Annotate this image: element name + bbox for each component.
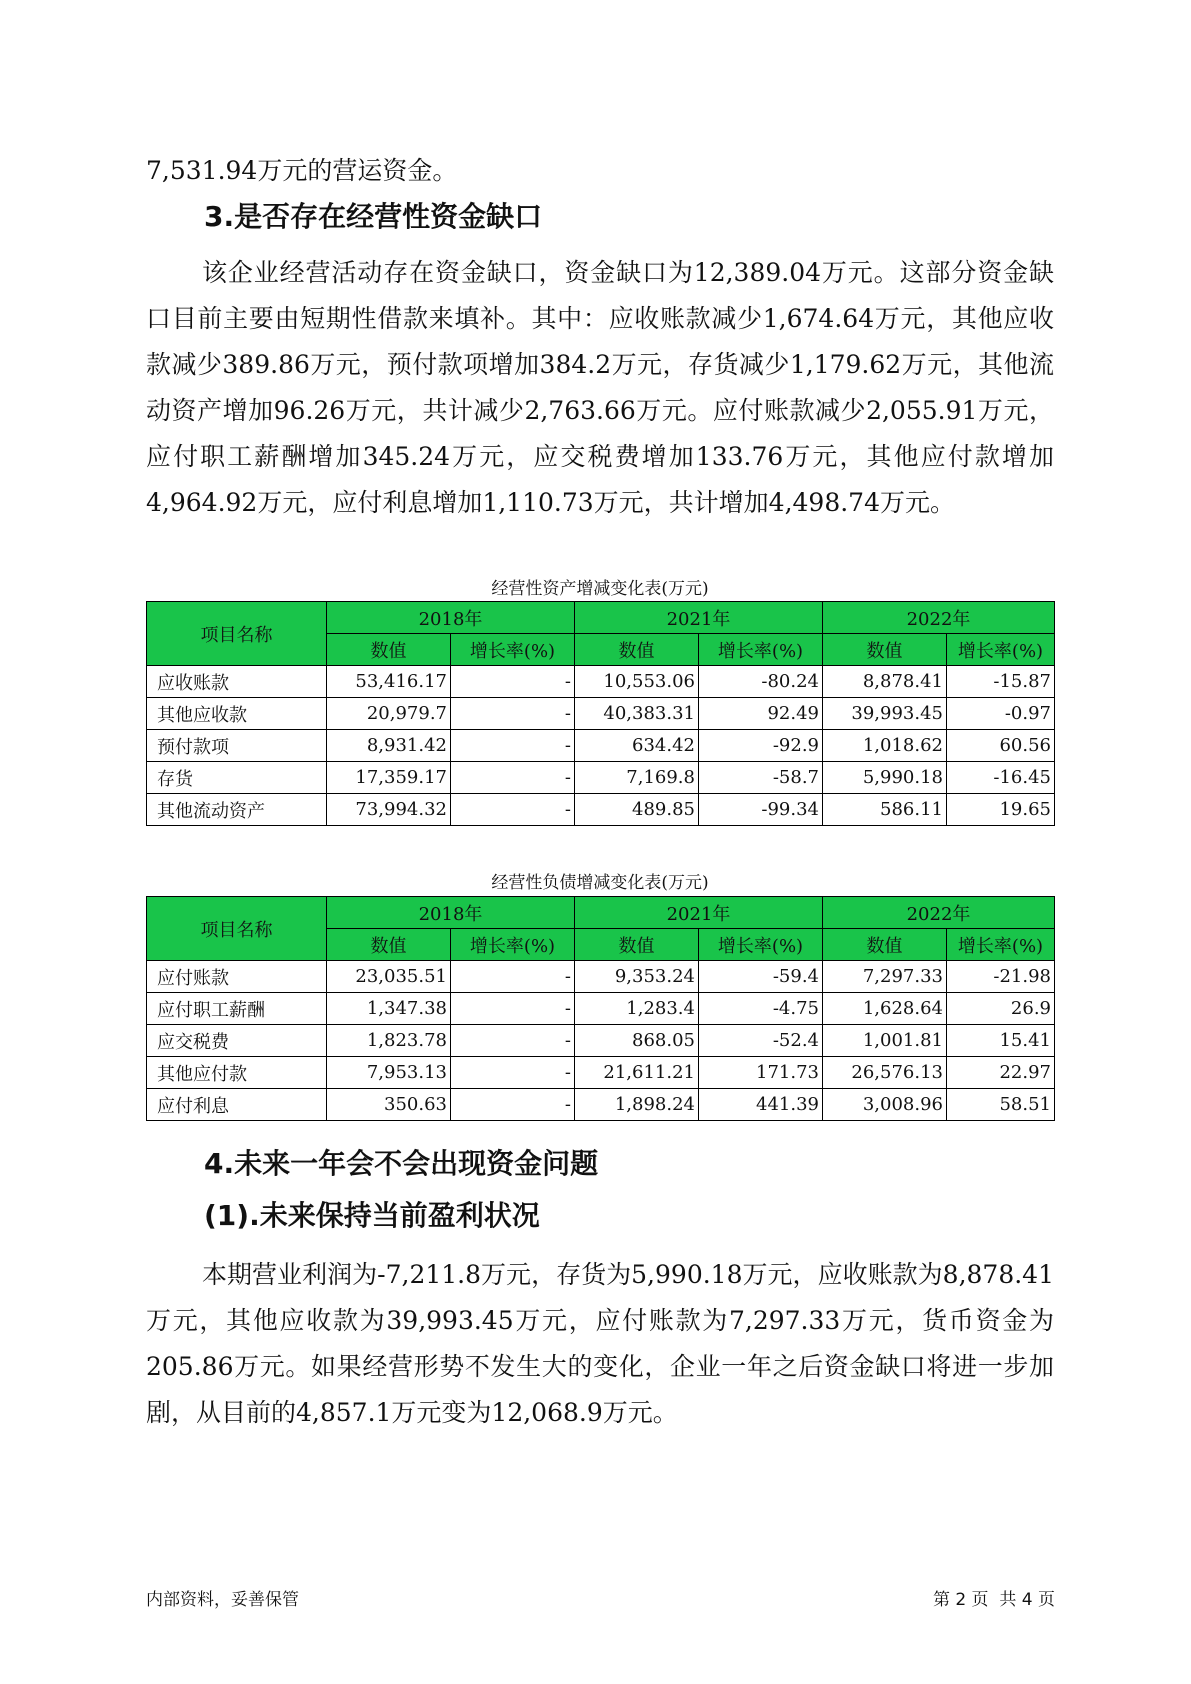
table-row: [147, 1089, 1055, 1121]
row-name: 应付职工薪酬: [147, 993, 327, 1025]
cell-value: 1,283.4: [575, 993, 699, 1025]
header-year: 2018年: [327, 602, 575, 634]
header-value: 数值: [823, 634, 947, 666]
header-item-name: 项目名称: [147, 897, 327, 961]
table-row: [147, 666, 1055, 698]
cell-rate: 26.9: [947, 993, 1055, 1025]
cell-value: 39,993.45: [823, 698, 947, 730]
cell-rate: -4.75: [699, 993, 823, 1025]
table-row: [147, 698, 1055, 730]
cell-value: 40,383.31: [575, 698, 699, 730]
header-growth-rate: 增长率(%): [699, 929, 823, 961]
header-value: 数值: [575, 634, 699, 666]
section-4-subheading: (1).未来保持当前盈利状况: [204, 1199, 540, 1232]
cell-rate: -16.45: [947, 762, 1055, 794]
header-year: 2022年: [823, 897, 1055, 929]
cell-value: 9,353.24: [575, 961, 699, 993]
cell-rate: -: [451, 993, 575, 1025]
header-year: 2021年: [575, 602, 823, 634]
cell-rate: -: [451, 730, 575, 762]
cell-rate: -92.9: [699, 730, 823, 762]
cell-value: 73,994.32: [327, 794, 451, 826]
header-value: 数值: [823, 929, 947, 961]
cell-rate: -99.34: [699, 794, 823, 826]
row-name: 应付利息: [147, 1089, 327, 1121]
cell-value: 20,979.7: [327, 698, 451, 730]
header-item-name: 项目名称: [147, 602, 327, 666]
cell-value: 634.42: [575, 730, 699, 762]
cell-rate: 19.65: [947, 794, 1055, 826]
cell-value: 26,576.13: [823, 1057, 947, 1089]
cell-rate: 441.39: [699, 1089, 823, 1121]
row-name: 应交税费: [147, 1025, 327, 1057]
header-growth-rate: 增长率(%): [451, 634, 575, 666]
table-row: [147, 993, 1055, 1025]
cell-value: 8,931.42: [327, 730, 451, 762]
assets-table-caption: 经营性资产增减变化表(万元): [491, 579, 709, 599]
row-name: 其他应收款: [147, 698, 327, 730]
cell-rate: -: [451, 762, 575, 794]
table-row: [147, 1057, 1055, 1089]
cell-rate: -80.24: [699, 666, 823, 698]
cell-value: 1,001.81: [823, 1025, 947, 1057]
row-name: 应付账款: [147, 961, 327, 993]
table-row: [147, 961, 1055, 993]
cell-rate: -: [451, 1025, 575, 1057]
header-growth-rate: 增长率(%): [947, 929, 1055, 961]
cell-value: 7,297.33: [823, 961, 947, 993]
cell-rate: -: [451, 666, 575, 698]
row-name: 其他流动资产: [147, 794, 327, 826]
cell-value: 1,628.64: [823, 993, 947, 1025]
cell-rate: 58.51: [947, 1089, 1055, 1121]
row-name: 预付款项: [147, 730, 327, 762]
cell-value: 350.63: [327, 1089, 451, 1121]
cell-value: 17,359.17: [327, 762, 451, 794]
header-year: 2021年: [575, 897, 823, 929]
header-growth-rate: 增长率(%): [947, 634, 1055, 666]
footer-page-number: 第 2 页 共 4 页: [932, 1590, 1055, 1610]
cell-value: 53,416.17: [327, 666, 451, 698]
header-growth-rate: 增长率(%): [699, 634, 823, 666]
cell-rate: -: [451, 1057, 575, 1089]
assets-table: [146, 601, 1055, 826]
cell-rate: 60.56: [947, 730, 1055, 762]
cell-value: 7,169.8: [575, 762, 699, 794]
header-year: 2022年: [823, 602, 1055, 634]
cell-rate: 22.97: [947, 1057, 1055, 1089]
cell-value: 868.05: [575, 1025, 699, 1057]
cell-rate: -: [451, 794, 575, 826]
cell-value: 5,990.18: [823, 762, 947, 794]
cell-rate: 171.73: [699, 1057, 823, 1089]
table-row: [147, 1025, 1055, 1057]
row-name: 其他应付款: [147, 1057, 327, 1089]
section-3-heading: 3.是否存在经营性资金缺口: [204, 200, 543, 233]
row-name: 应收账款: [147, 666, 327, 698]
intro-line: 7,531.94万元的营运资金。: [146, 156, 458, 185]
cell-value: 21,611.21: [575, 1057, 699, 1089]
cell-value: 1,018.62: [823, 730, 947, 762]
cell-rate: -: [451, 698, 575, 730]
section-3-paragraph: 该企业经营活动存在资金缺口，资金缺口为12,389.04万元。这部分资金缺口目前主要由短期性借款来填补。其中：应收账款减少1,674.64万元，其他应收款减少389.86万元，预付款项增加384.2万元，存货减少1,179.62万元，其他流动资产增加96.26万元，共计减少2,763.66万元。应付账款减少2,055.91万元，应付职工薪酬增加345.24万元，应交税费增加133.76万元，其他应付款增加4,964.92万元，应付利息增加1,110.73万元，共计增加4,498.74万元。: [146, 258, 1054, 517]
footer-confidential-note: 内部资料，妥善保管: [146, 1590, 299, 1610]
cell-rate: -: [451, 961, 575, 993]
row-name: 存货: [147, 762, 327, 794]
liabilities-table: [146, 896, 1055, 1121]
cell-value: 3,008.96: [823, 1089, 947, 1121]
header-value: 数值: [327, 929, 451, 961]
cell-rate: 15.41: [947, 1025, 1055, 1057]
cell-rate: -0.97: [947, 698, 1055, 730]
cell-value: 586.11: [823, 794, 947, 826]
cell-value: 8,878.41: [823, 666, 947, 698]
cell-value: 10,553.06: [575, 666, 699, 698]
cell-value: 489.85: [575, 794, 699, 826]
section-4-heading: 4.未来一年会不会出现资金问题: [204, 1147, 599, 1180]
header-year: 2018年: [327, 897, 575, 929]
header-value: 数值: [327, 634, 451, 666]
header-value: 数值: [575, 929, 699, 961]
cell-rate: -15.87: [947, 666, 1055, 698]
header-growth-rate: 增长率(%): [451, 929, 575, 961]
cell-value: 23,035.51: [327, 961, 451, 993]
cell-rate: -: [451, 1089, 575, 1121]
cell-value: 1,347.38: [327, 993, 451, 1025]
section-4-paragraph: 本期营业利润为-7,211.8万元，存货为5,990.18万元，应收账款为8,878.41万元，其他应收款为39,993.45万元，应付账款为7,297.33万元，货币资金为205.86万元。如果经营形势不发生大的变化，企业一年之后资金缺口将进一步加剧，从目前的4,857.1万元变为12,068.9万元。: [146, 1260, 1054, 1427]
cell-value: 1,898.24: [575, 1089, 699, 1121]
cell-rate: 92.49: [699, 698, 823, 730]
table-row: [147, 730, 1055, 762]
cell-rate: -59.4: [699, 961, 823, 993]
cell-value: 1,823.78: [327, 1025, 451, 1057]
cell-rate: -21.98: [947, 961, 1055, 993]
table-row: [147, 794, 1055, 826]
cell-value: 7,953.13: [327, 1057, 451, 1089]
cell-rate: -58.7: [699, 762, 823, 794]
cell-rate: -52.4: [699, 1025, 823, 1057]
table-row: [147, 762, 1055, 794]
liabilities-table-caption: 经营性负债增减变化表(万元): [491, 873, 709, 893]
